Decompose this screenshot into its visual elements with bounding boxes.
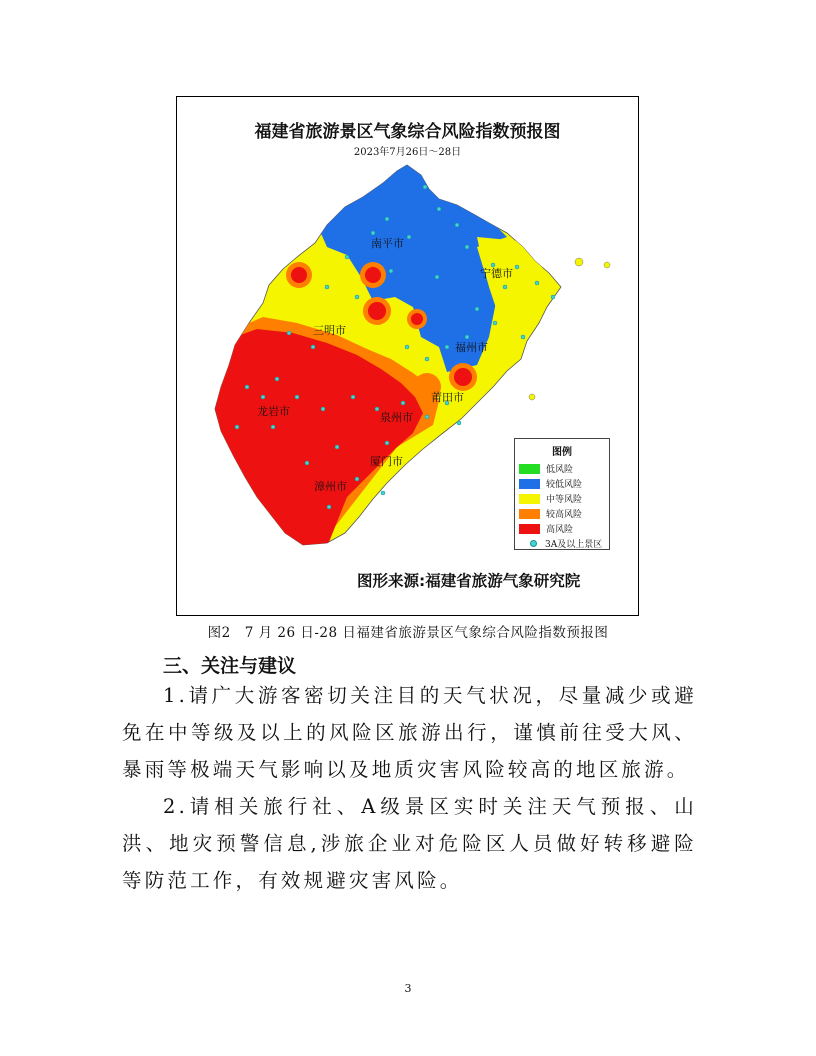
- legend-label: 较高风险: [546, 510, 583, 520]
- city-label: 泉州市: [380, 411, 413, 424]
- paragraph: [122, 677, 697, 788]
- city-label: 龙岩市: [257, 405, 290, 418]
- legend-item-spot: [515, 536, 609, 551]
- legend-title: 图例: [552, 447, 572, 458]
- legend-label: 较低风险: [546, 480, 583, 490]
- city-label: 福州市: [455, 341, 488, 354]
- legend-label: 低风险: [546, 465, 574, 475]
- legend-swatch: [519, 509, 540, 519]
- legend-label: 高风险: [546, 525, 574, 535]
- legend-swatch: [519, 479, 540, 489]
- city-label: 厦门市: [370, 455, 403, 468]
- paragraph: [122, 788, 697, 899]
- city-label: 宁德市: [480, 267, 513, 280]
- map-figure: [176, 96, 639, 616]
- section-heading: 三、关注与建议: [163, 655, 297, 677]
- city-label: 三明市: [313, 324, 346, 337]
- scenic-spot-icon: [530, 540, 537, 547]
- map-legend: [514, 438, 610, 550]
- paragraph-text: 1.请广大游客密切关注目的天气状况，尽量减少或避免在中等级及以上的风险区旅游出行，谨慎前往受大风、暴雨等极端天气影响以及地质灾害风险较高的地区旅游。: [122, 684, 697, 781]
- city-label: 莆田市: [431, 391, 464, 404]
- legend-item-lower: [515, 476, 609, 491]
- map-date: 2023年7月26日～28日: [353, 147, 462, 158]
- legend-swatch: [519, 494, 540, 504]
- map-title: 福建省旅游景区气象综合风险指数预报图: [254, 122, 561, 142]
- legend-item-high: [515, 521, 609, 536]
- legend-swatch: [519, 524, 540, 534]
- legend-label: 中等风险: [546, 495, 583, 505]
- legend-item-higher: [515, 506, 609, 521]
- city-label: 南平市: [371, 237, 404, 250]
- figure-caption: 图2 7 月 26 日-28 日福建省旅游景区气象综合风险指数预报图: [207, 625, 609, 641]
- legend-item-low: [515, 461, 609, 476]
- legend-swatch: [519, 464, 540, 474]
- city-label: 漳州市: [314, 480, 347, 493]
- page-number: 3: [404, 982, 412, 995]
- map-source: 图形来源:福建省旅游气象研究院: [357, 572, 581, 590]
- paragraph-text: 2.请相关旅行社、A级景区实时关注天气预报、山洪、地灾预警信息,涉旅企业对危险区人员做好转移避险等防范工作，有效规避灾害风险。: [122, 795, 697, 892]
- legend-label: 3A及以上景区: [545, 540, 603, 550]
- legend-item-medium: [515, 491, 609, 506]
